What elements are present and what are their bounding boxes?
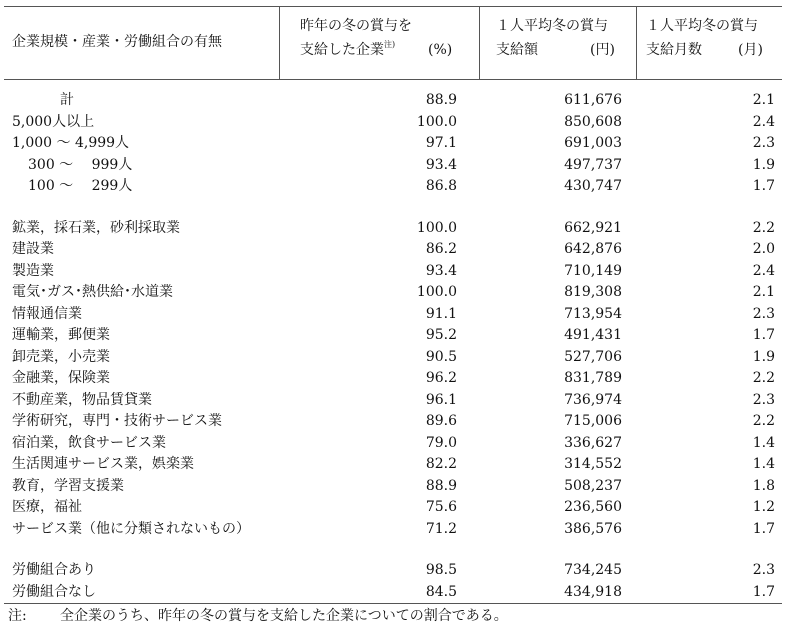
row-months: 1.4	[752, 435, 775, 451]
row-label: 情報通信業	[12, 306, 82, 322]
row-label: 1,000 ～ 4,999人	[12, 135, 130, 151]
row-pct: 93.4	[425, 263, 457, 279]
row-months: 1.9	[752, 349, 775, 365]
row-amount: 611,676	[564, 92, 622, 108]
row-pct: 95.2	[425, 327, 457, 343]
row-label: 5,000人以上	[12, 114, 95, 130]
row-label: 電気･ガス･熱供給･水道業	[12, 284, 173, 300]
row-amount: 850,608	[564, 114, 622, 130]
row-months: 1.7	[752, 521, 775, 537]
row-label: 生活関連サービス業，娯楽業	[12, 456, 194, 472]
row-months: 2.1	[752, 284, 775, 300]
row-pct: 89.6	[425, 413, 457, 429]
row-label: 教育，学習支援業	[12, 478, 124, 494]
row-pct: 84.5	[425, 584, 457, 600]
row-pct: 79.0	[425, 435, 457, 451]
row-label: 300 ～ 999人	[28, 157, 133, 173]
row-amount: 736,974	[564, 392, 622, 408]
row-label: 学術研究，専門・技術サービス業	[12, 413, 222, 429]
row-amount: 336,627	[564, 435, 622, 451]
row-pct: 100.0	[416, 284, 457, 300]
row-pct: 88.9	[425, 478, 457, 494]
row-months: 2.3	[752, 306, 775, 322]
col-divider	[479, 6, 480, 79]
row-label: 製造業	[12, 263, 54, 279]
row-pct: 97.1	[425, 135, 457, 151]
row-label: 宿泊業，飲食サービス業	[12, 435, 166, 451]
row-amount: 236,560	[564, 499, 622, 515]
row-label: 100 ～ 299人	[28, 178, 133, 194]
row-months: 1.8	[752, 478, 775, 494]
row-months: 1.9	[752, 157, 775, 173]
row-amount: 662,921	[564, 220, 622, 236]
row-pct: 86.2	[425, 241, 457, 257]
row-months: 2.2	[752, 370, 775, 386]
row-label: 労働組合あり	[12, 562, 96, 578]
col-divider	[636, 6, 637, 79]
row-months: 2.2	[752, 220, 775, 236]
top-rule	[4, 6, 782, 7]
header-amount-line2: 支給額	[496, 42, 538, 58]
row-months: 1.7	[752, 327, 775, 343]
row-months: 2.4	[752, 114, 775, 130]
row-months: 2.3	[752, 135, 775, 151]
header-rule	[4, 79, 782, 80]
row-label: 労働組合なし	[12, 584, 96, 600]
row-pct: 100.0	[416, 114, 457, 130]
row-pct: 75.6	[425, 499, 457, 515]
header-category: 企業規模・産業・労働組合の有無	[12, 34, 222, 50]
row-pct: 82.2	[425, 456, 457, 472]
header-months-line1: １人平均冬の賞与	[646, 18, 758, 34]
row-pct: 86.8	[425, 178, 457, 194]
row-amount: 642,876	[564, 241, 622, 257]
row-pct: 88.9	[425, 92, 457, 108]
row-pct: 91.1	[425, 306, 457, 322]
row-amount: 386,576	[564, 521, 622, 537]
row-months: 2.2	[752, 413, 775, 429]
row-amount: 508,237	[564, 478, 622, 494]
row-amount: 831,789	[564, 370, 622, 386]
row-label: 医療，福祉	[12, 499, 82, 515]
row-label: 卸売業，小売業	[12, 349, 110, 365]
row-pct: 98.5	[425, 562, 457, 578]
bottom-rule	[4, 603, 782, 604]
row-months: 1.7	[752, 178, 775, 194]
row-amount: 713,954	[564, 306, 622, 322]
header-amount-unit: (円)	[590, 42, 615, 58]
row-months: 2.0	[752, 241, 775, 257]
header-pct-line1: 昨年の冬の賞与を	[300, 18, 412, 34]
footnote-text: 全企業のうち、昨年の冬の賞与を支給した企業についての割合である。	[60, 608, 508, 624]
row-amount: 710,149	[564, 263, 622, 279]
row-amount: 527,706	[564, 349, 622, 365]
row-pct: 93.4	[425, 157, 457, 173]
row-amount: 430,747	[564, 178, 622, 194]
row-label: 鉱業，採石業，砂利採取業	[12, 220, 180, 236]
row-months: 1.7	[752, 584, 775, 600]
row-label: 運輸業，郵便業	[12, 327, 110, 343]
header-pct-line2: 支給した企業$^{注)}$	[300, 40, 396, 58]
row-label: 金融業，保険業	[12, 370, 110, 386]
row-amount: 715,006	[564, 413, 622, 429]
row-amount: 314,552	[564, 456, 622, 472]
row-pct: 96.1	[425, 392, 457, 408]
row-months: 1.2	[752, 499, 775, 515]
header-pct-unit: (%)	[428, 42, 453, 58]
header-amount-line1: １人平均冬の賞与	[496, 18, 608, 34]
footnote-ref: 注)	[384, 40, 396, 49]
row-pct: 100.0	[416, 220, 457, 236]
row-amount: 497,737	[564, 157, 622, 173]
row-months: 2.3	[752, 562, 775, 578]
col-divider	[279, 6, 280, 79]
row-months: 2.3	[752, 392, 775, 408]
row-label: サービス業（他に分類されないもの）	[12, 521, 250, 537]
row-amount: 691,003	[564, 135, 622, 151]
row-label: 計	[60, 92, 74, 108]
header-months-unit: (月)	[738, 42, 763, 58]
row-label: 建設業	[12, 241, 54, 257]
row-amount: 434,918	[564, 584, 622, 600]
footnote-mark: 注:	[8, 608, 27, 624]
row-pct: 90.5	[425, 349, 457, 365]
row-amount: 491,431	[564, 327, 622, 343]
row-months: 2.4	[752, 263, 775, 279]
header-months-line2: 支給月数	[646, 42, 702, 58]
row-amount: 819,308	[564, 284, 622, 300]
row-label: 不動産業，物品賃貸業	[12, 392, 152, 408]
row-months: 1.4	[752, 456, 775, 472]
row-pct: 96.2	[425, 370, 457, 386]
row-months: 2.1	[752, 92, 775, 108]
row-pct: 71.2	[425, 521, 457, 537]
row-amount: 734,245	[564, 562, 622, 578]
